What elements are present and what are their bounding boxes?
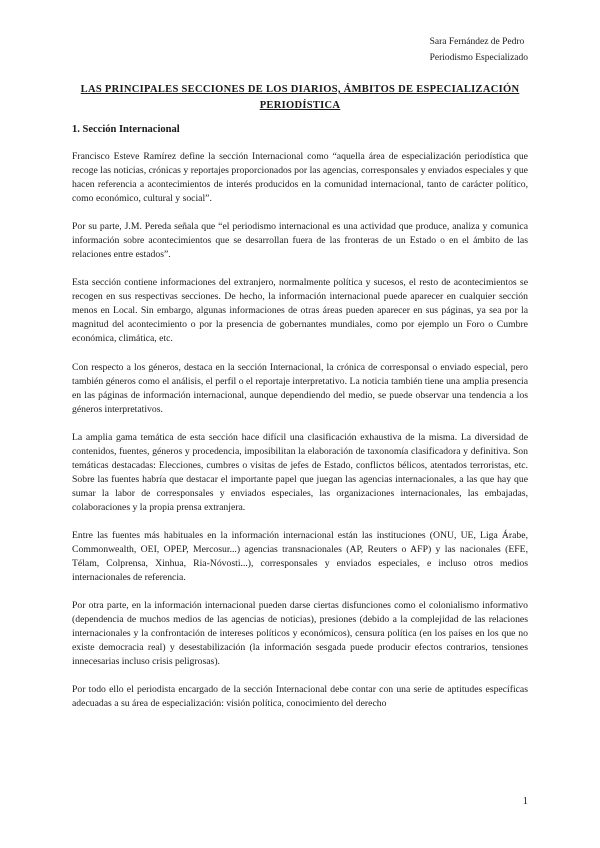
document-body <box>72 150 528 726</box>
header-course: Periodismo Especializado <box>429 53 528 63</box>
page-number: 1 <box>522 796 528 807</box>
paragraph-1: Francisco Esteve Ramírez define la sección Internacional como “aquella área de especialización periodística que recoge las noticias, crónicas y reportajes proporcionados por las agencias, corresponsales y enviados especiales y que hacen referencia a acontecimientos de interés producidos en la comunidad internacional, tanto de carácter político, como económico, cultural y social”. <box>72 151 528 204</box>
section-heading: 1. Sección Internacional <box>72 124 180 135</box>
paragraph-3: Esta sección contiene informaciones del extranjero, normalmente política y sucesos, el resto de acontecimientos se recogen en sus respectivas secciones. De hecho, la información internacional puede aparecer en cualquier sección menos en Local. Sin embargo, algunas informaciones de otras áreas pueden aparecer en sus páginas, ya sea por la magnitud del acontecimiento o por la presencia de gobernantes mundiales, como por ejemplo un Foro o Cumbre económica, climática, etc. <box>72 277 528 345</box>
paragraph-7: Por otra parte, en la información internacional pueden darse ciertas disfunciones como el colonialismo informativo (dependencia de muchos medios de las agencias de noticias), presiones (debido a la complejidad de las relaciones internacionales y la confrontación de intereses políticos y económicos), censura política (en los países en los que no existe democracia real) y desestabilización (la información sesgada puede producir efectos contrarios, tensiones innecesarias incluso crisis peligrosas). <box>72 600 528 668</box>
paragraph-8: Por todo ello el periodista encargado de la sección Internacional debe contar con una serie de aptitudes específicas adecuadas a su área de especialización: visión política, conocimiento del derecho <box>72 684 528 710</box>
page-header <box>430 34 528 66</box>
paragraph-6: Entre las fuentes más habituales en la información internacional están las instituciones (ONU, UE, Liga Árabe, Commonwealth, OEI, OPEP, Mercosur...) agencias transnacionales (AP, Reuters o AFP) y las nacionales (EFE, Télam, Colprensa, Xinhua, Ria-Nóvosti...), corresponsales y enviados especiales, e incluso otros medios internacionales de referencia. <box>72 529 528 583</box>
paragraph-2: Por su parte, J.M. Pereda señala que “el periodismo internacional es una actividad que produce, analiza y comunica información sobre acontecimientos que se desarrollan fuera de las fronteras de un Estado o en el ámbito de las relaciones entre estados”. <box>72 221 528 261</box>
header-author: Sara Fernández de Pedro <box>429 37 525 47</box>
document-title: LAS PRINCIPALES SECCIONES DE LOS DIARIOS, ÁMBITOS DE ESPECIALIZACIÓN PERIODÍSTICA <box>80 84 520 111</box>
paragraph-4: Con respecto a los géneros, destaca en la sección Internacional, la crónica de corresponsal o enviado especial, pero también géneros como el análisis, el perfil o el reportaje interpretativo. La noticia también tiene una amplia presencia en las páginas de información internacional, aunque dependiendo del medio, se puede observar una tendencia a los géneros interpretativos. <box>72 361 528 415</box>
paragraph-5: La amplia gama temática de esta sección hace difícil una clasificación exhaustiva de la misma. La diversidad de contenidos, fuentes, géneros y procedencia, imposibilitan la elaboración de taxonomía clasificadora y definitiva. Son temáticas destacadas: Elecciones, cumbres o visitas de jefes de Estado, conflictos bélicos, atentados terroristas, etc. Sobre las fuentes habría que destacar el importante papel que juegan las agencias internacionales, a las que hay que sumar la labor de corresponsales y enviados especiales, las organizaciones internacionales, las embajadas, colaboraciones y la propia prensa extranjera. <box>72 431 528 513</box>
